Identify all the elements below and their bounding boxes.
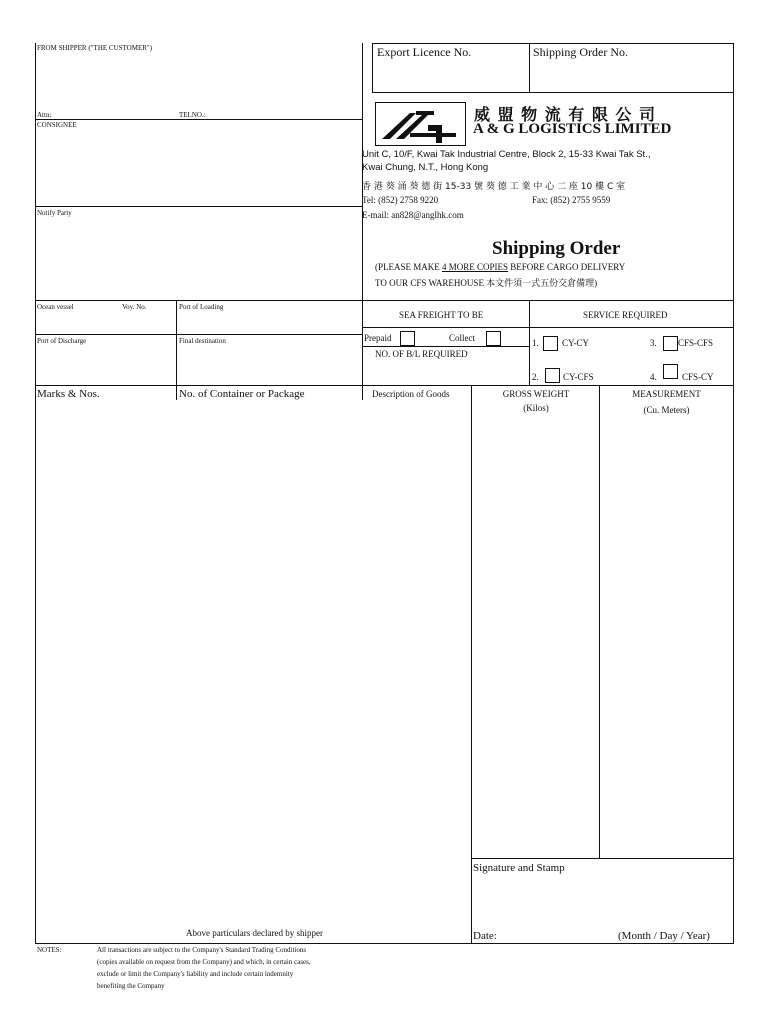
company-name-cn: 威 盟 物 流 有 限 公 司 (474, 105, 656, 124)
prepaid-label: Prepaid (364, 333, 392, 343)
cy-cfs-label: CY-CFS (563, 372, 594, 382)
signature-top-line (471, 858, 734, 859)
copies-note (375, 262, 625, 272)
measurement-header: MEASUREMENT (632, 389, 701, 399)
company-email: E-mail: an828@anglhk.com (362, 210, 464, 220)
cy-cfs-checkbox[interactable] (545, 368, 560, 383)
cfs-cfs-checkbox[interactable] (663, 336, 678, 351)
gross-weight-unit: (Kilos) (523, 403, 549, 413)
collect-checkbox[interactable] (486, 331, 501, 346)
notes-line-1: All transactions are subject to the Company's Standard Trading Conditions (97, 946, 307, 954)
ocean-vessel-label: Ocean vessel (37, 303, 74, 311)
copies-note-underlined: 4 MORE COPIES (442, 262, 509, 272)
cfs-cfs-label: CFS-CFS (678, 338, 714, 348)
shipping-order-no-label: Shipping Order No. (533, 45, 628, 59)
export-mid-divider (529, 43, 530, 93)
export-left-divider (372, 43, 373, 93)
notify-top-line (35, 206, 363, 207)
from-shipper-label: FROM SHIPPER ("THE CUSTOMER") (37, 44, 153, 52)
gross-weight-header: GROSS WEIGHT (502, 389, 570, 399)
freight-mid-line (362, 327, 734, 328)
measure-col-left (599, 385, 600, 859)
cfs-cy-checkbox[interactable] (663, 364, 678, 379)
company-logo (375, 102, 466, 146)
marks-nos-header: Marks & Nos. (37, 388, 100, 400)
cfs-cy-label: CFS-CY (682, 372, 714, 382)
measurement-unit: (Cu. Meters) (643, 405, 690, 415)
notes-line-2: (copies available on request from the Company) and which, in certain cases, (97, 958, 311, 966)
port-discharge-label: Port of Discharge (37, 337, 87, 345)
port-loading-label: Port of Loading (179, 303, 224, 311)
company-fax: Fax: (852) 2755 9559 (532, 195, 611, 205)
service-opt1-num: 1. (532, 338, 539, 348)
company-address-cn: 香 港 葵 涌 葵 德 街 15-33 號 葵 德 工 業 中 心 二 座 10 樓 C 室 (362, 182, 626, 192)
cy-cy-label: CY-CY (562, 338, 590, 348)
company-name-en: A & G LOGISTICS LIMITED (473, 121, 672, 137)
cy-cy-checkbox[interactable] (543, 336, 558, 351)
document-title: Shipping Order (492, 238, 621, 259)
notify-party-label: Notify Party (37, 209, 72, 217)
consignee-label: CONSIGNEE (37, 121, 77, 129)
export-bottom-line (372, 92, 734, 93)
export-licence-label: Export Licence No. (377, 45, 472, 59)
containers-header: No. of Container or Package (179, 388, 305, 400)
form-border-right (733, 43, 734, 944)
copies-note-post: BEFORE CARGO DELIVERY (508, 262, 626, 272)
routing-mid-line (35, 334, 363, 335)
telno-label: TELNO.: (179, 111, 206, 119)
weight-col-left (471, 385, 472, 944)
routing-col-divider (176, 300, 177, 400)
sea-freight-title: SEA FREIGHT TO BE (399, 310, 484, 320)
voy-no-label: Voy. No. (122, 303, 147, 311)
bl-required-label: NO. OF B/L REQUIRED (375, 349, 468, 359)
company-address-line2: Kwai Chung, N.T., Hong Kong (362, 162, 489, 173)
service-opt4-num: 4. (650, 372, 657, 382)
final-destination-label: Final destination (179, 337, 226, 345)
notes-line-4: benefiting the Company (97, 982, 165, 990)
form-border-bottom (35, 943, 734, 944)
service-opt2-num: 2. (532, 372, 539, 382)
form-border-left (35, 43, 36, 944)
routing-top-line (35, 300, 734, 301)
company-address-line1: Unit C, 10/F, Kwai Tak Industrial Centre, Block 2, 15-33 Kwai Tak St., (362, 149, 651, 160)
copies-note-line2: TO OUR CFS WAREHOUSE 本文件須一式五份交倉備理) (375, 278, 598, 288)
logo-mark-icon (376, 103, 465, 145)
date-label: Date: (473, 930, 497, 942)
attn-label: Attn: (37, 111, 52, 119)
form-border-top (372, 43, 734, 44)
notes-line-3: exclude or limit the Company's liability and include certain indemnity (97, 970, 294, 978)
attn-line (35, 119, 363, 120)
prepaid-checkbox[interactable] (400, 331, 415, 346)
service-required-title: SERVICE REQUIRED (583, 310, 668, 320)
collect-label: Collect (449, 333, 475, 343)
company-tel: Tel: (852) 2758 9220 (362, 195, 439, 205)
notes-label: NOTES: (37, 946, 62, 954)
description-header: Description of Goods (372, 389, 450, 399)
service-divider (529, 300, 530, 386)
signature-stamp-label: Signature and Stamp (473, 862, 565, 874)
declared-by-shipper: Above particulars declared by shipper (186, 928, 323, 938)
copies-note-pre: (PLEASE MAKE (375, 262, 442, 272)
date-format: (Month / Day / Year) (618, 930, 710, 942)
prepaid-underline (362, 346, 530, 347)
service-opt3-num: 3. (650, 338, 657, 348)
cargo-header-line (35, 385, 734, 386)
